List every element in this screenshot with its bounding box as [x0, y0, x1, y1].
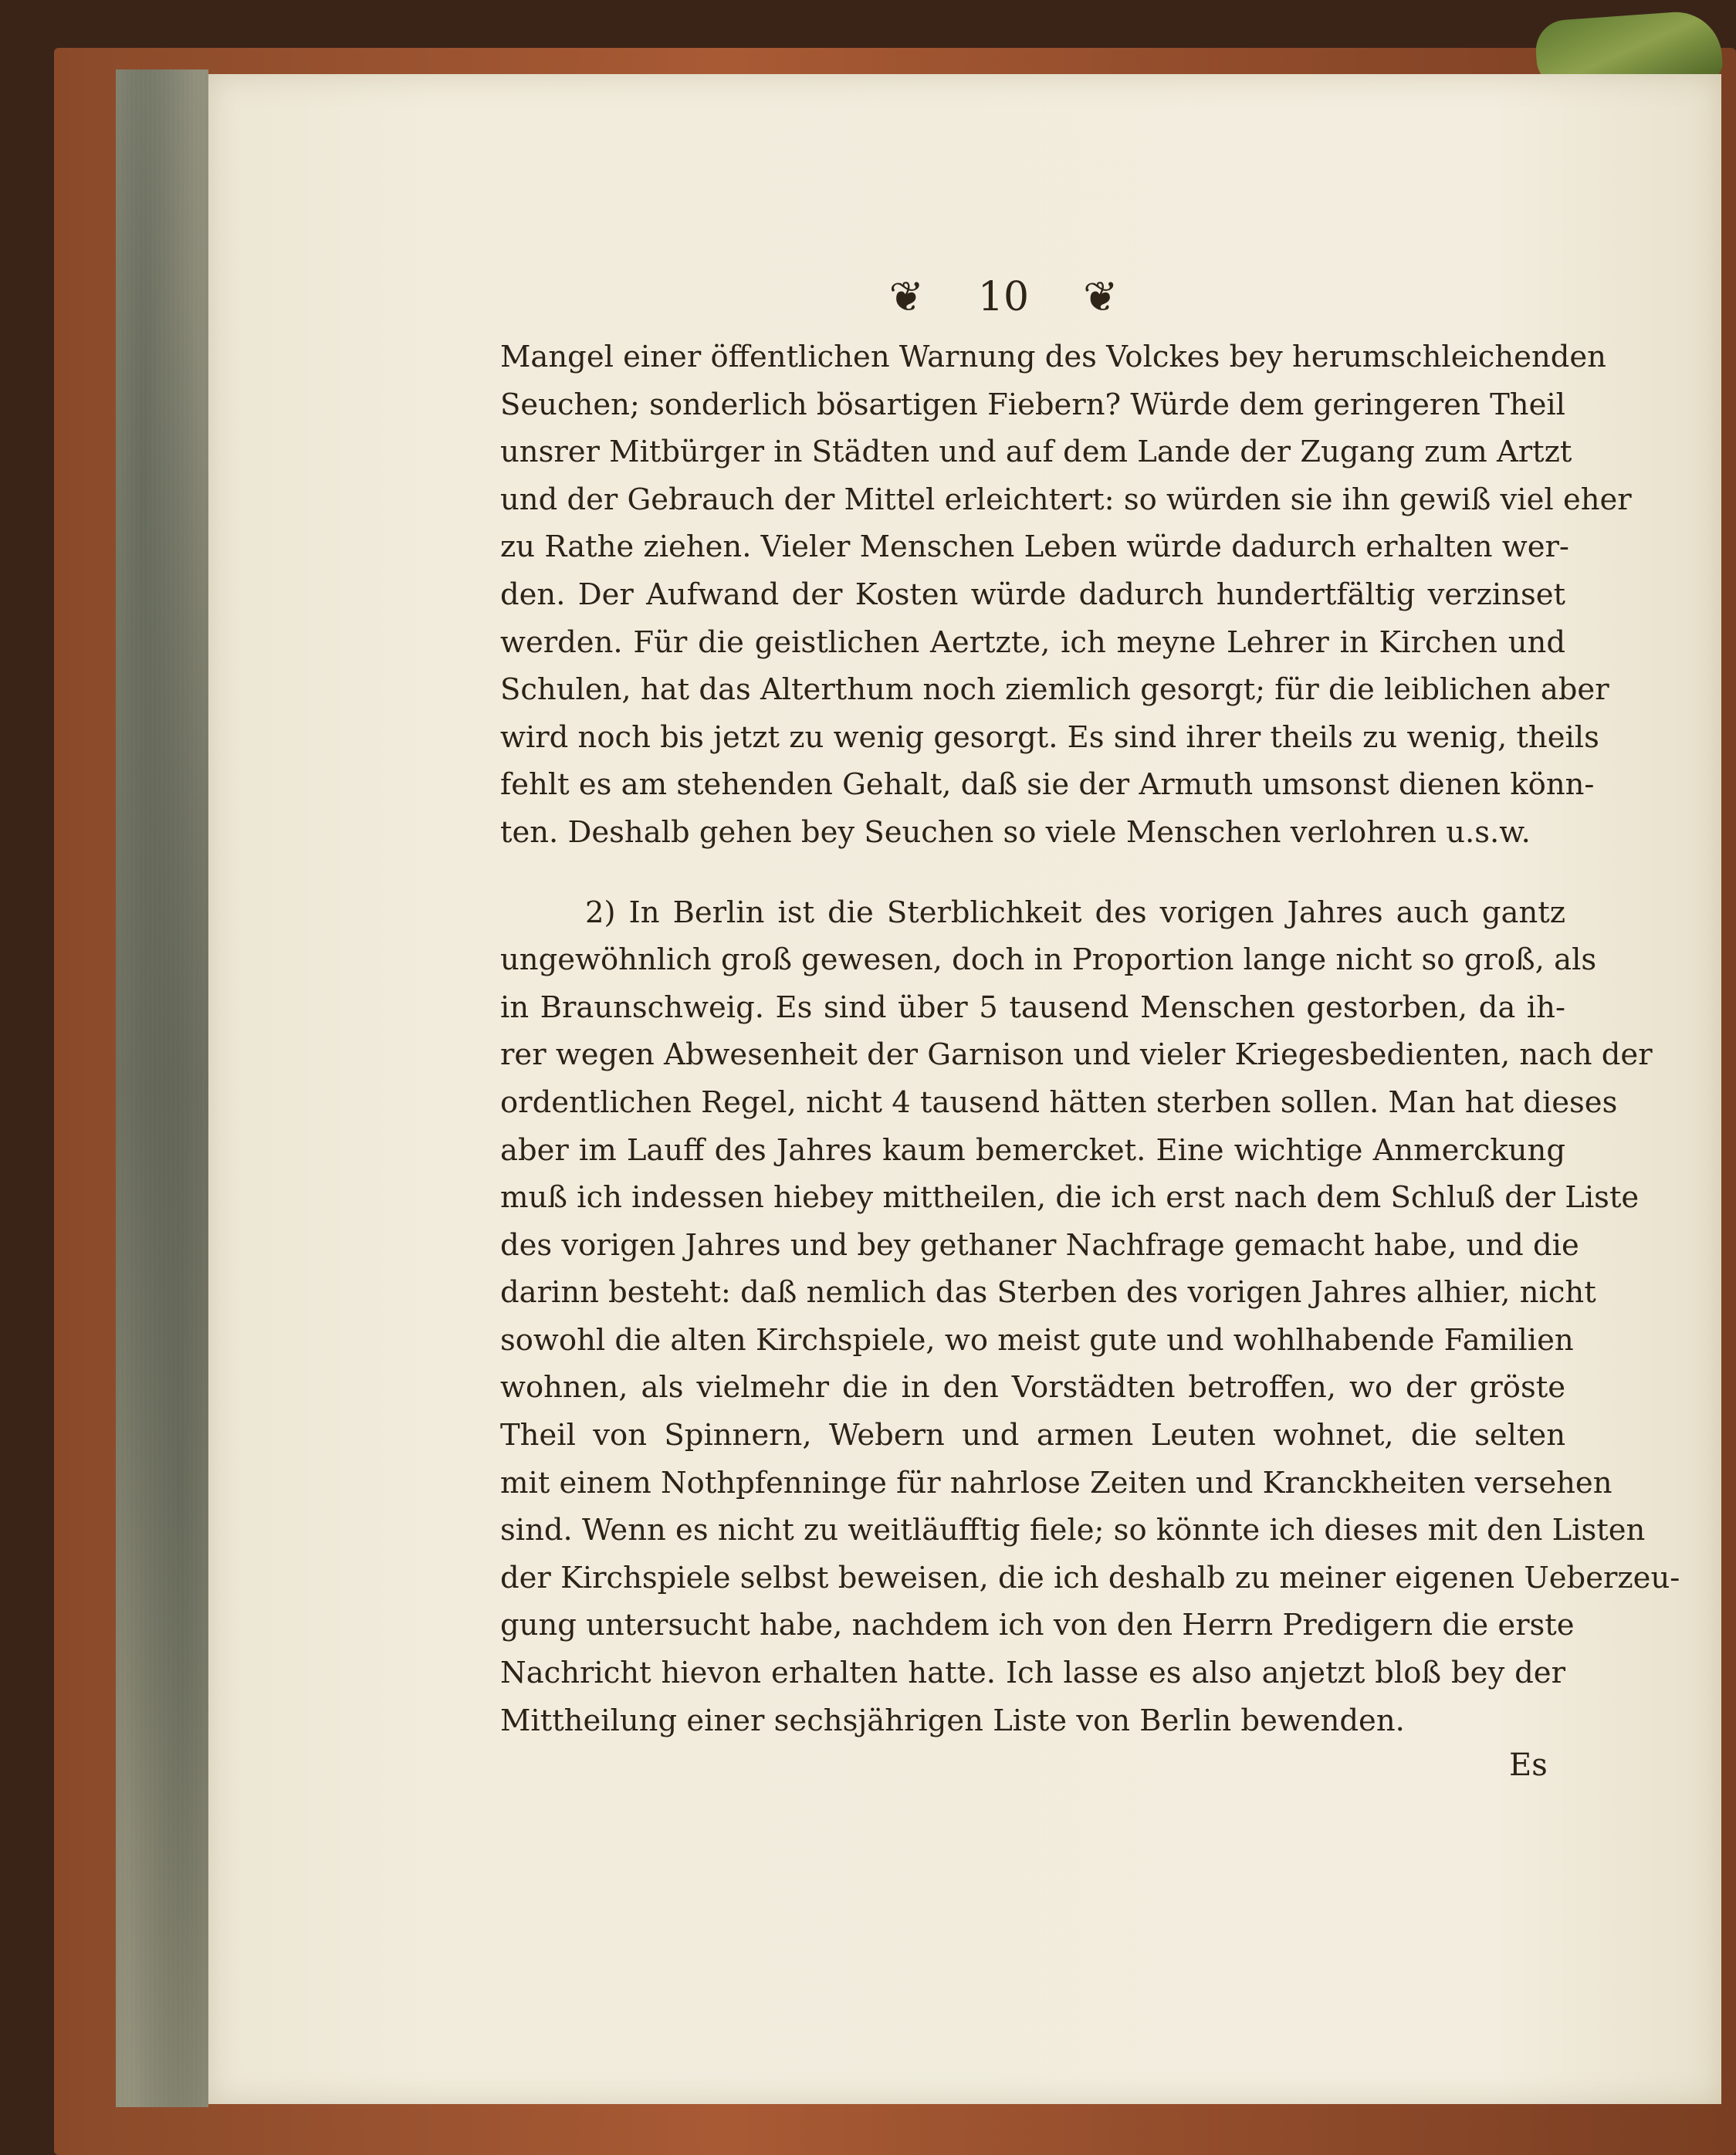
text-line: Seuchen; sonderlich bösartigen Fiebern? Würde dem geringeren Theil	[500, 387, 1565, 422]
text-line: ordentlichen Regel, nicht 4 tausend hätten sterben sollen. Man hat dieses	[500, 1084, 1618, 1120]
ornament-left-icon: ❦	[888, 272, 924, 321]
text-line: Schulen, hat das Alterthum noch ziemlich gesorgt; für die leiblichen aber	[500, 672, 1609, 708]
paragraph-gap	[500, 857, 1565, 889]
text-line: den. Der Aufwand der Kosten würde dadurch hundertfältig verzinset	[500, 577, 1565, 612]
text-line: aber im Lauff des Jahres kaum bemercket. Eine wichtige Anmerckung	[500, 1132, 1565, 1168]
text-line: Mittheilung einer sechsjährigen Liste von Berlin bewenden.	[500, 1703, 1405, 1738]
marbled-endpaper	[116, 69, 208, 2107]
text-line: sind. Wenn es nicht zu weitläufftig fiele; so könnte ich dieses mit den Listen	[500, 1513, 1646, 1548]
text-line: Theil von Spinnern, Webern und armen Leuten wohnet, die selten	[500, 1418, 1565, 1453]
text-line: und der Gebrauch der Mittel erleichtert: so würden sie ihn gewiß viel eher	[500, 482, 1632, 517]
paragraph-1	[500, 333, 1632, 857]
text-line: wohnen, als vielmehr die in den Vorstädten betroffen, wo der gröste	[500, 1370, 1565, 1406]
text-line: des vorigen Jahres und bey gethaner Nachfrage gemacht habe, und die	[500, 1227, 1579, 1263]
text-line: muß ich indessen hiebey mittheilen, die ich erst nach dem Schluß der Liste	[500, 1180, 1640, 1216]
text-line: Mangel einer öffentlichen Warnung des Volckes bey herumschleichenden	[500, 340, 1606, 374]
text-line: wird noch bis jetzt zu wenig gesorgt. Es sind ihrer theils zu wenig, theils	[500, 719, 1599, 755]
text-line: ten. Deshalb gehen bey Seuchen so viele Menschen verlohren u.s.w.	[500, 814, 1531, 850]
text-line: in Braunschweig. Es sind über 5 tausend Menschen gestorben, da ih-	[500, 990, 1565, 1025]
ornament-right-icon: ❦	[1083, 272, 1118, 321]
text-line: ungewöhnlich groß gewesen, doch in Proportion lange nicht so groß, als	[500, 942, 1597, 978]
text-line: 2) In Berlin ist die Sterblichkeit des vorigen Jahres auch gantz	[585, 895, 1565, 930]
running-header	[849, 266, 1158, 328]
page-number: 10	[977, 274, 1030, 320]
text-line: Nachricht hievon erhalten hatte. Ich lasse es also anjetzt bloß bey der	[500, 1656, 1565, 1691]
text-line: mit einem Nothpfenninge für nahrlose Zeiten und Kranckheiten versehen	[500, 1465, 1612, 1500]
text-line: unsrer Mitbürger in Städten und auf dem Lande der Zugang zum Artzt	[500, 435, 1572, 470]
text-line: gung untersucht habe, nachdem ich von den Herrn Predigern die erste	[500, 1608, 1575, 1643]
text-line: zu Rathe ziehen. Vieler Menschen Leben würde dadurch erhalten wer-	[500, 529, 1569, 565]
text-line: der Kirchspiele selbst beweisen, die ich deshalb zu meiner eigenen Ueberzeu-	[500, 1560, 1680, 1595]
text-line: darinn besteht: daß nemlich das Sterben des vorigen Jahres alhier, nicht	[500, 1275, 1596, 1311]
text-line: werden. Für die geistlichen Aertzte, ich meyne Lehrer in Kirchen und	[500, 624, 1565, 660]
text-line: fehlt es am stehenden Gehalt, daß sie der Armuth umsonst dienen könn-	[500, 767, 1595, 803]
catchword: Es	[1509, 1747, 1548, 1783]
paragraph-2	[500, 889, 1680, 1745]
page-body	[500, 333, 1680, 1744]
text-line: rer wegen Abwesenheit der Garnison und vieler Kriegesbedienten, nach der	[500, 1037, 1653, 1073]
text-line: sowohl die alten Kirchspiele, wo meist gute und wohlhabende Familien	[500, 1322, 1574, 1358]
